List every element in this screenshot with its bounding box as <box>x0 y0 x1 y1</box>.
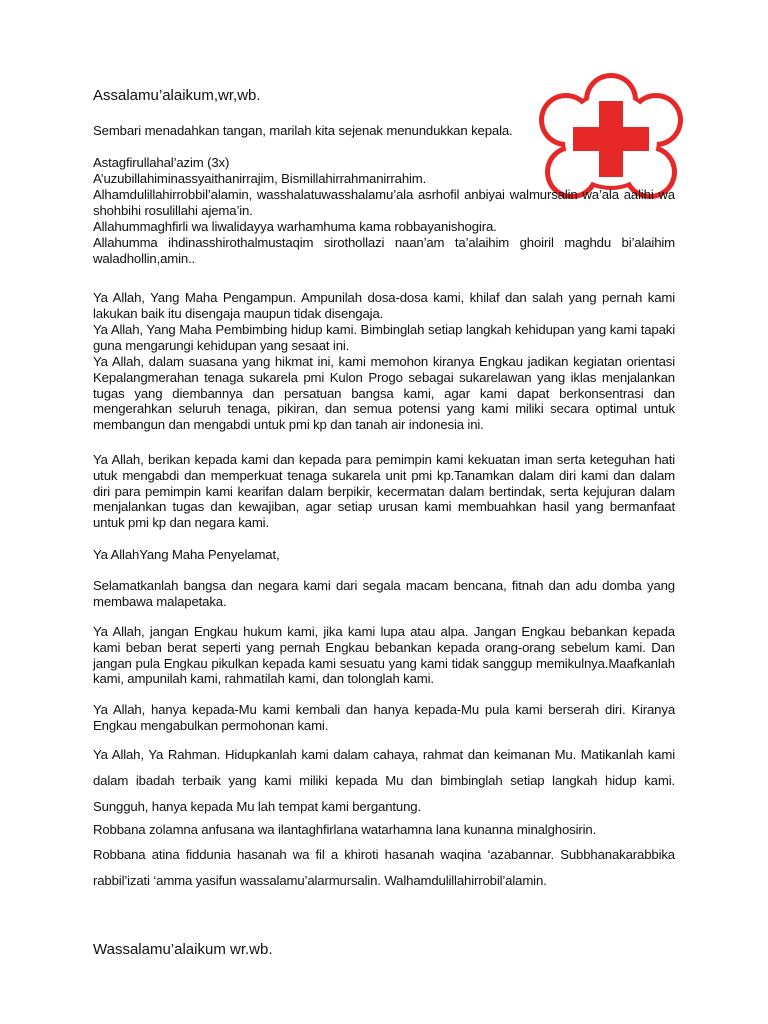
prayer-paragraph: Ya Allah, berikan kepada kami dan kepada para pemimpin kami kekuatan iman serta keteguhan hati utuk mengabdi dan memperkuat tenaga sukarela unit pmi kp.Tanamkan dalam diri kami dan dalam diri para pemimpin kami kearifan dalam berpikir, kecermatan dalam bertindak, serta kejujuran dalam menjalankan tugas dan kewajiban, agar setiap urusan kami membuahkan hasil yang bermanfaat untuk pmi kp dan negara kami. <box>93 452 675 531</box>
prayer-paragraph: Ya Allah, jangan Engkau hukum kami, jika kami lupa atau alpa. Jangan Engkau bebankan kepada kami beban berat seperti yang pernah Engkau bebankan kepada orang-orang sebelum kami. Dan jangan pula Engkau pikulkan kepada kami sesuatu yang kami tidak sanggup memikulnya.Maafkanlah kami, ampunilah kami, rahmatilah kami, dan tolonglah kami. <box>93 624 675 687</box>
closing: Wassalamu’alaikum wr.wb. <box>93 941 273 958</box>
opening-paragraph: Alhamdulillahirrobbil’alamin, wasshalatuwasshalamu’ala asrhofil anbiyai walmursalin wa’ala aalihi wa shohbihi rosulillahi ajema’in. <box>93 187 675 218</box>
intro-text: Sembari menadahkan tangan, marilah kita sejenak menundukkan kepala. <box>93 123 513 138</box>
prayer-paragraph: Ya Allah, Ya Rahman. Hidupkanlah kami dalam cahaya, rahmat dan keimanan Mu. Matikanlah kami dalam ibadah terbaik yang kami miliki kepada Mu dan bimbinglah setiap langkah hidup kami. Sungguh, hanya kepada Mu lah tempat kami bergantung. <box>93 747 675 814</box>
prayer-paragraph: Ya Allah, hanya kepada-Mu kami kembali dan hanya kepada-Mu pula kami berserah diri. Kiranya Engkau mengabulkan permohonan kami. <box>93 702 675 733</box>
prayer-paragraph: Ya Allah, Yang Maha Pengampun. Ampunilah dosa-dosa kami, khilaf dan salah yang pernah kami lakukan baik itu disengaja maupun tidak disengaja. <box>93 290 675 321</box>
greeting: Assalamu’alaikum,wr,wb. <box>93 87 261 104</box>
prayer-paragraph: Ya Allah, dalam suasana yang hikmat ini, kami memohon kiranya Engkau jadikan kegiatan orientasi Kepalangmerahan tenaga sukarela pmi Kulon Progo sebagai sukarelawan yang iklas menjalankan tugas yang diembannya dan persatuan bangsa kami, agar kami dapat berkonsentrasi dan mengerahkan seluruh tenaga, pikiran, dan semua potensi yang kami miliki secara optimal untuk membangun dan mengabdi untuk pmi kp dan tanah air indonesia ini. <box>93 354 675 433</box>
opening-line: Astagfirullahal’azim (3x) <box>93 155 230 170</box>
prayer-paragraph: Selamatkanlah bangsa dan negara kami dari segala macam bencana, fitnah dan adu domba yang membawa malapetaka. <box>93 578 675 609</box>
prayer-paragraph: Ya Allah, Yang Maha Pembimbing hidup kami. Bimbinglah setiap langkah kehidupan yang kami tapaki guna mengarungi kehidupan yang sesaat ini. <box>93 322 675 353</box>
prayer-line: Robbana zolamna anfusana wa ilantaghfirlana watarhamna lana kunanna minalghosirin. <box>93 822 597 837</box>
opening-line: A’uzubillahiminassyaithanirrajim, Bismillahirrahmanirrahim. <box>93 171 427 186</box>
opening-line: Allahummaghfirli wa liwalidayya warhamhuma kama robbayanishogira. <box>93 219 497 234</box>
prayer-heading: Ya AllahYang Maha Penyelamat, <box>93 547 280 562</box>
prayer-paragraph: Robbana atina fiddunia hasanah wa fil a khiroti hasanah waqina ‘azabannar. Subbhanakarabbika rabbil’izati ‘amma yasifun wassalamu’alarmursalin. Walhamdulillahirrobil’alamin. <box>93 847 675 888</box>
opening-paragraph: Allahumma ihdinasshirothalmustaqim sirothollazi naan’am ta’alaihim ghoiril maghdu bi’alaihim waladhollin,amin.. <box>93 235 675 266</box>
